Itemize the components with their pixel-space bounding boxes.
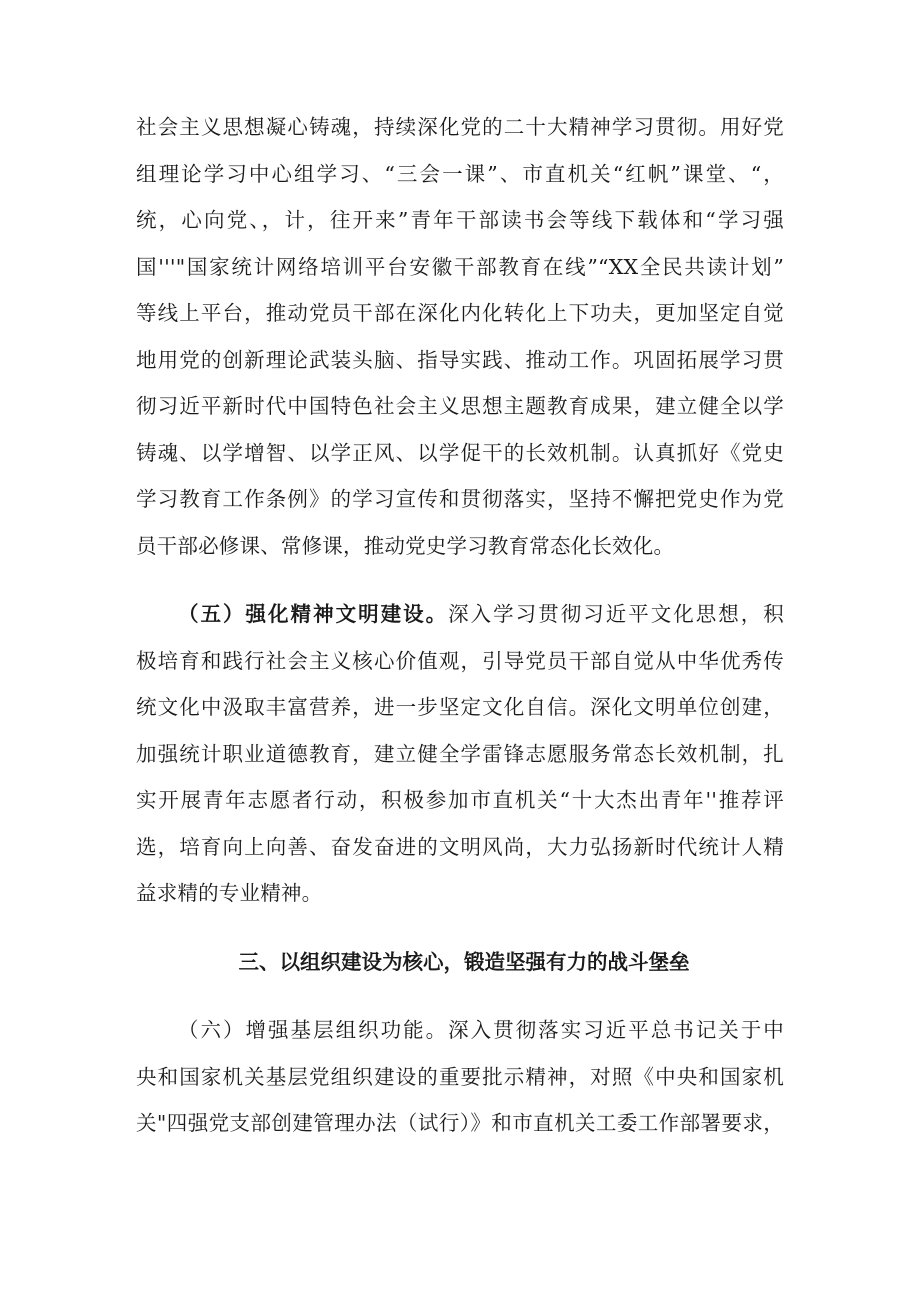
body-text-line: 益求精的专业精神。 — [136, 881, 323, 905]
body-text-line: 等线上平台，推动党员干部在深化内化转化上下功夫，更加坚定自觉 — [136, 301, 784, 325]
paragraph-spacer — [136, 985, 784, 1007]
body-text-line: 极培育和践行社会主义核心价值观，引导党员干部自觉从中华优秀传 — [136, 648, 784, 673]
body-text-line: 统文化中汲取丰富营养，进一步坚定文化自信。深化文明单位创建， — [136, 695, 784, 719]
body-text-line: 关"四强党支部创建管理办法（试行）》和市直机关工委工作部署要求， — [136, 1111, 784, 1135]
paragraph-6-first-line: （六）增强基层组织功能。深入贯彻落实习近平总书记关于中 — [178, 1018, 784, 1042]
document-page — [136, 104, 784, 1147]
body-text-line: 选，培育向上向善、奋发奋进的文明风尚，大力弘扬新时代统计人精 — [136, 834, 784, 859]
body-text-line: 组理论学习中心组学习、“三会一课”、市直机关“红帆”课堂、“， — [136, 161, 784, 186]
paragraph-spacer — [136, 917, 784, 939]
body-text-line: 彻习近平新时代中国特色社会主义思想主题教育成果，建立健全以学 — [136, 394, 784, 418]
body-text-line: 统，心向党、，计，往开来”青年干部读书会等线下载体和“学习强 — [136, 208, 784, 232]
body-text-line: 学习教育工作条例》的学习宣传和贯彻落实，坚持不懈把党史作为党 — [136, 487, 784, 511]
body-text-line: 铸魂、以学增智、以学正风、以学促干的长效机制。认真抓好《党史 — [136, 440, 784, 465]
body-text-line: 实开展青年志愿者行动，积极参加市直机关“十大杰出青年''推荐评 — [136, 788, 784, 812]
body-text-line: 地用党的创新理论武装头脑、指导实践、推动工作。巩固拓展学习贯 — [136, 347, 784, 372]
paragraph-5-first-line — [136, 591, 784, 638]
body-text-line: 央和国家机关基层党组织建设的重要批示精神，对照《中央和国家机 — [136, 1064, 784, 1089]
paragraph-5-first-line-text: 深入学习贯彻习近平文化思想，积 — [448, 602, 784, 626]
paragraph-5-heading: （五）强化精神文明建设。 — [178, 602, 449, 626]
body-text-line: 社会主义思想凝心铸魂，持续深化党的二十大精神学习贯彻。用好党 — [136, 115, 784, 139]
paragraph-spacer — [136, 569, 784, 591]
body-text-line: 国'''"国家统计网络培训平台安徽干部教育在线”“XX全民共读计划” — [136, 254, 784, 279]
section-heading: 三、以组织建设为核心，锻造坚强有力的战斗堡垒 — [238, 949, 690, 974]
body-text-line: 加强统计职业道德教育，建立健全学雷锋志愿服务常态长效机制，扎 — [136, 741, 784, 766]
body-text-line: 员干部必修课、常修课，推动党史学习教育常态化长效化。 — [136, 533, 675, 558]
